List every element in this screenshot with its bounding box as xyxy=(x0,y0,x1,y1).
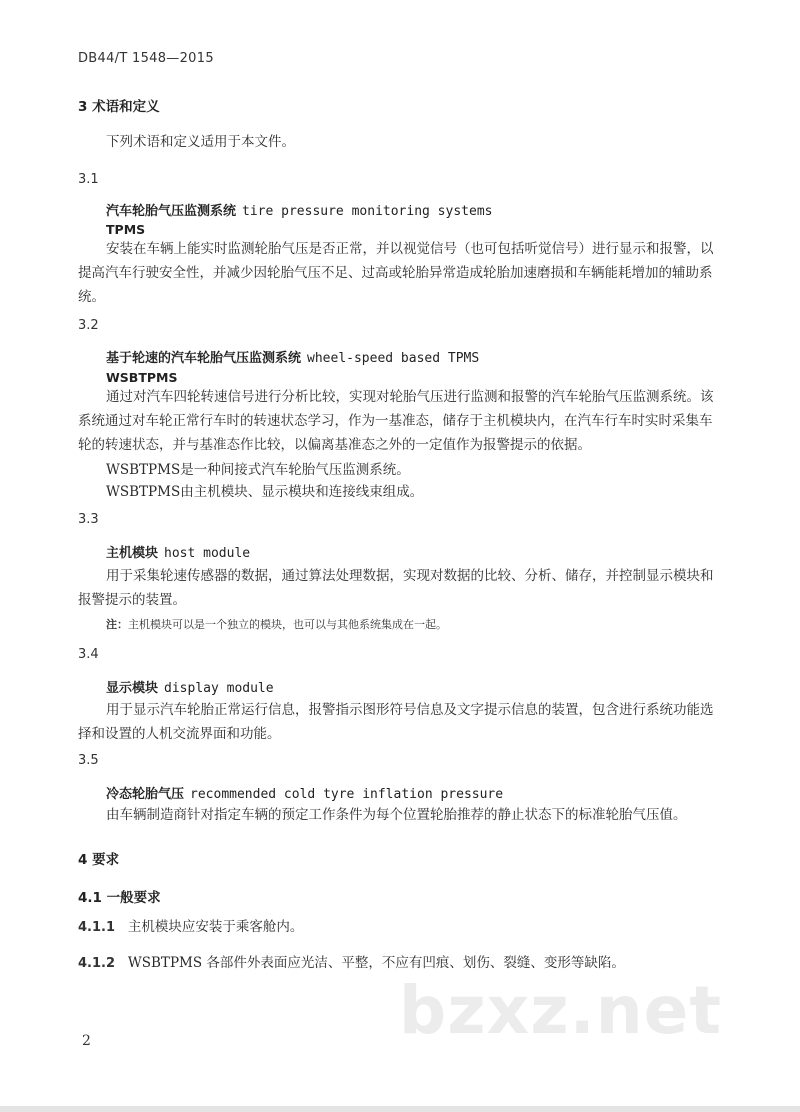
term-zh: 主机模块 xyxy=(106,546,159,561)
term-title xyxy=(106,677,274,696)
clause-text: WSBTPMS 各部件外表面应光洁、平整，不应有凹痕、划伤、裂缝、变形等缺陷。 xyxy=(127,955,625,971)
clause-number: 3.1 xyxy=(78,172,99,187)
term-zh: 显示模块 xyxy=(106,681,159,696)
term-definition: 通过对汽车四轮转速信号进行分析比较，实现对轮胎气压进行监测和报警的汽车轮胎气压监测系统。该系统通过对车轮正常行车时的转速状态学习，作为一基准态，储存于主机模块内，在汽车行车时实时采集车轮的转速状态，并与基准态作比较，以偏离基准态之外的一定值作为报警提示的依据。 xyxy=(78,389,714,453)
clause-number: 3.4 xyxy=(78,647,99,662)
term-zh: 冷态轮胎气压 xyxy=(106,787,185,802)
term-title xyxy=(106,542,250,561)
term-en: wheel-speed based TPMS xyxy=(307,351,480,366)
term-abbreviation: TPMS xyxy=(106,222,146,237)
clause-number: 3.5 xyxy=(78,753,99,768)
term-definition: 由车辆制造商针对指定车辆的预定工作条件为每个位置轮胎推荐的静止状态下的标准轮胎气压值。 xyxy=(106,807,687,823)
term-extra-line: WSBTPMS由主机模块、显示模块和连接线束组成。 xyxy=(106,484,424,500)
term-zh: 汽车轮胎气压监测系统 xyxy=(106,204,237,219)
term-title xyxy=(106,200,492,219)
term-title xyxy=(106,347,479,366)
section-intro: 下列术语和定义适用于本文件。 xyxy=(106,134,295,150)
term-definition: 用于显示汽车轮胎正常运行信息，报警指示图形符号信息及文字提示信息的装置，包含进行系统功能选择和设置的人机交流界面和功能。 xyxy=(78,702,714,742)
watermark: bzxz.net xyxy=(398,972,722,1049)
term-note xyxy=(106,616,447,632)
term-definition: 安装在车辆上能实时监测轮胎气压是否正常，并以视觉信号（也可包括听觉信号）进行显示和报警，以提高汽车行驶安全性，并减少因轮胎气压不足、过高或轮胎异常造成轮胎加速磨损和车辆能耗增加的辅助系统。 xyxy=(78,241,714,305)
document-code: DB44/T 1548—2015 xyxy=(78,51,214,66)
clause-text: 主机模块应安装于乘客舱内。 xyxy=(127,919,304,935)
term-extra-line: WSBTPMS是一种间接式汽车轮胎气压监测系统。 xyxy=(106,462,410,478)
section-heading: 3 术语和定义 xyxy=(78,99,160,115)
note-label: 注： xyxy=(106,618,128,631)
page-bottom-edge xyxy=(0,1106,800,1112)
term-en: host module xyxy=(164,546,251,561)
term-definition: 用于采集轮速传感器的数据，通过算法处理数据，实现对数据的比较、分析、储存，并控制显示模块和报警提示的装置。 xyxy=(78,568,714,608)
term-en: tire pressure monitoring systems xyxy=(242,204,493,219)
subsection-heading: 4.1 一般要求 xyxy=(78,890,161,906)
term-title xyxy=(106,783,503,802)
term-en: display module xyxy=(164,681,274,696)
clause-number: 3.2 xyxy=(78,318,99,333)
clause-number: 4.1.1 xyxy=(78,920,116,935)
term-zh: 基于轮速的汽车轮胎气压监测系统 xyxy=(106,351,302,366)
note-text: 主机模块可以是一个独立的模块，也可以与其他系统集成在一起。 xyxy=(128,618,447,631)
clause-number: 4.1.2 xyxy=(78,956,116,971)
page-number: 2 xyxy=(82,1033,91,1049)
section-heading: 4 要求 xyxy=(78,852,120,868)
clause-number: 3.3 xyxy=(78,512,99,527)
term-en: recommended cold tyre inflation pressure xyxy=(190,787,504,802)
clause xyxy=(78,915,303,940)
term-abbreviation: WSBTPMS xyxy=(106,370,178,385)
